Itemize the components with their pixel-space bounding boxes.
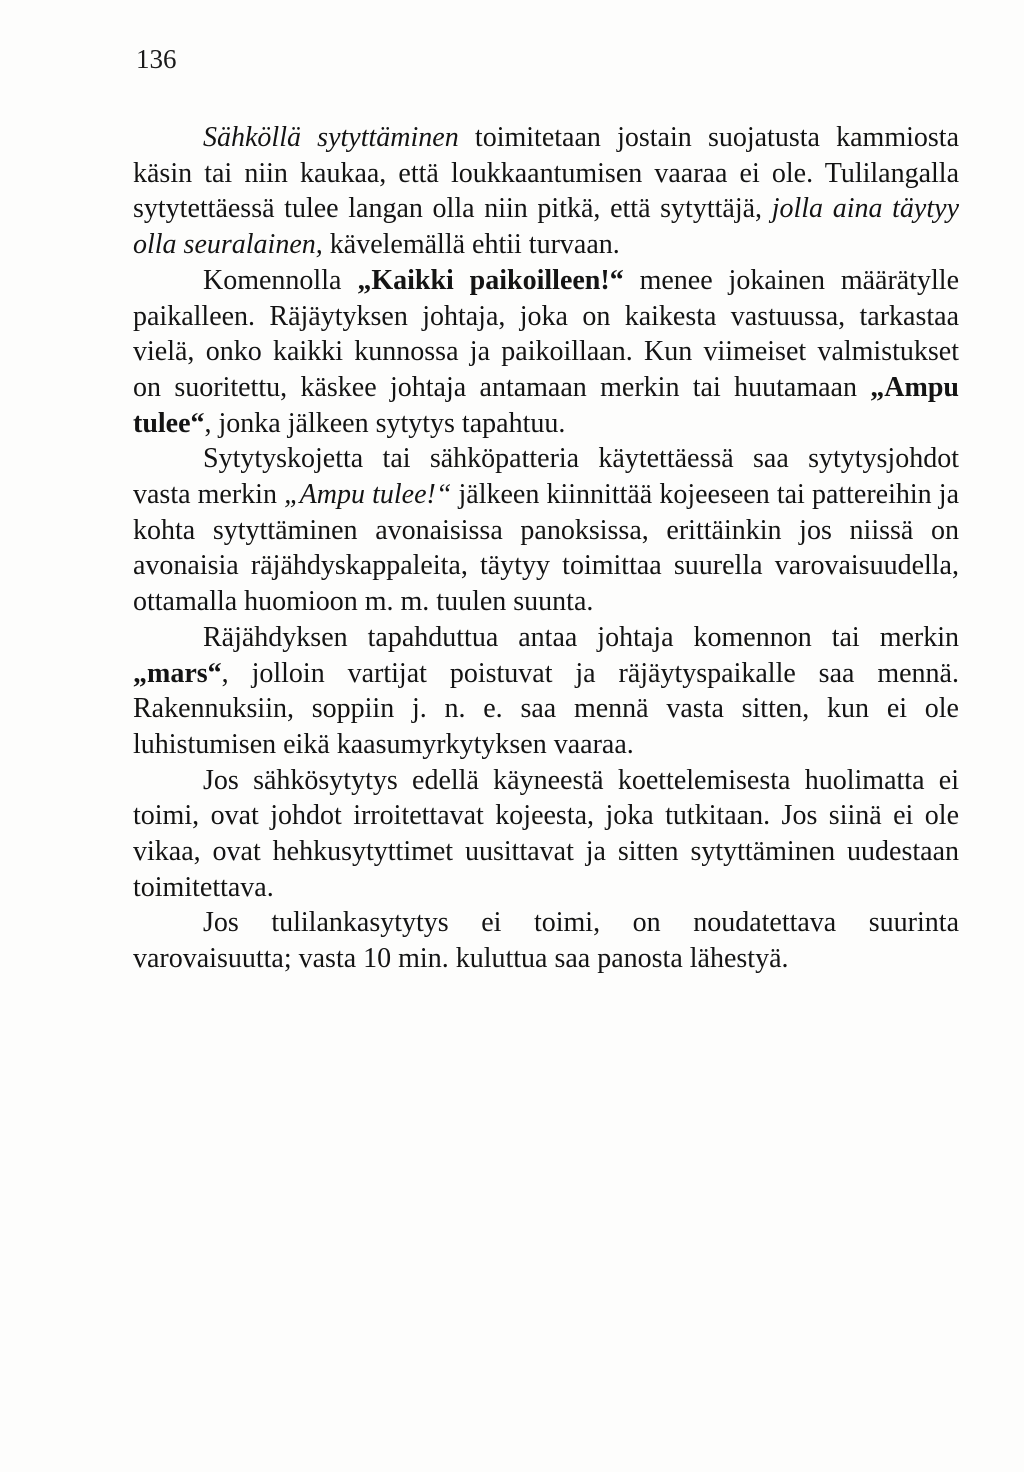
bold-run: „mars“ xyxy=(133,657,222,689)
text-run: toimitetaan jostain suojatusta kammiosta käsin tai niin kaukaa, että loukkaantumisen vaaraa ei ole. Tulilangalla sytytettäessä tulee langan olla niin pitkä, että sytyttäjä, xyxy=(133,122,959,225)
text-run: Jos sähkösytytys edellä käyneestä koettelemisesta huolimatta ei toimi, ovat johdot irroitettavat kojeesta, joka tutkitaan. Jos siinä ei ole vikaa, ovat hehkusytyttimet uusittavat ja sitten sytyttäminen uudestaan toimitettava. xyxy=(133,764,959,903)
text-run: Sytytyskojetta tai sähköpatteria käytettäessä saa sytytysjohdot vasta merkin xyxy=(133,443,959,511)
page-number: 136 xyxy=(136,44,177,74)
bold-run: „Kaikki paikoilleen!“ xyxy=(357,264,624,296)
paragraph xyxy=(133,763,959,906)
italic-run: jolla aina täytyy olla seuralainen, xyxy=(133,193,959,261)
paragraph xyxy=(133,120,959,263)
paragraph xyxy=(133,263,959,442)
text-run: Räjähdyksen tapahduttua antaa johtaja komennon tai merkin xyxy=(203,621,959,653)
paragraph xyxy=(133,905,959,976)
text-run: Jos tulilankasytytys ei toimi, on noudatettava suurinta varovaisuutta; vasta 10 min. kuluttua saa panosta lähestyä. xyxy=(133,907,959,975)
text-run: menee jokainen määrätylle paikalleen. Räjäytyksen johtaja, joka on kaikesta vastuussa, tarkastaa vielä, onko kaikki kunnossa ja paikoillaan. Kun viimeiset valmistukset on suoritettu, käskee johtaja antamaan merkin tai huutamaan xyxy=(133,264,959,403)
text-run: , jonka jälkeen sytytys tapahtuu. xyxy=(204,407,566,439)
italic-run: Sähköllä sytyttäminen xyxy=(203,122,459,153)
paragraph xyxy=(133,441,959,620)
text-run: jälkeen kiinnittää kojeeseen tai pattereihin ja kohta sytyttäminen avonaisissa panoksissa, erittäinkin jos niissä on avonaisia räjähdyskappaleita, täytyy toimittaa suurella varovaisuudella, ottamalla huomioon m. m. tuulen suunta. xyxy=(133,479,959,618)
text-run: , jolloin vartijat poistuvat ja räjäytyspaikalle saa mennä. Rakennuksiin, soppiin j. n. e. saa mennä vasta sitten, kun ei ole luhistumisen eikä kaasumyrkytyksen vaaraa. xyxy=(133,657,959,760)
text-run: Komennolla xyxy=(203,264,358,296)
bold-run: „Ampu tulee“ xyxy=(133,371,959,439)
text-run: kävelemällä ehtii turvaan. xyxy=(322,229,620,261)
body-text xyxy=(133,120,959,977)
italic-run: „Ampu tulee!“ xyxy=(284,479,452,511)
paragraph xyxy=(133,620,959,763)
